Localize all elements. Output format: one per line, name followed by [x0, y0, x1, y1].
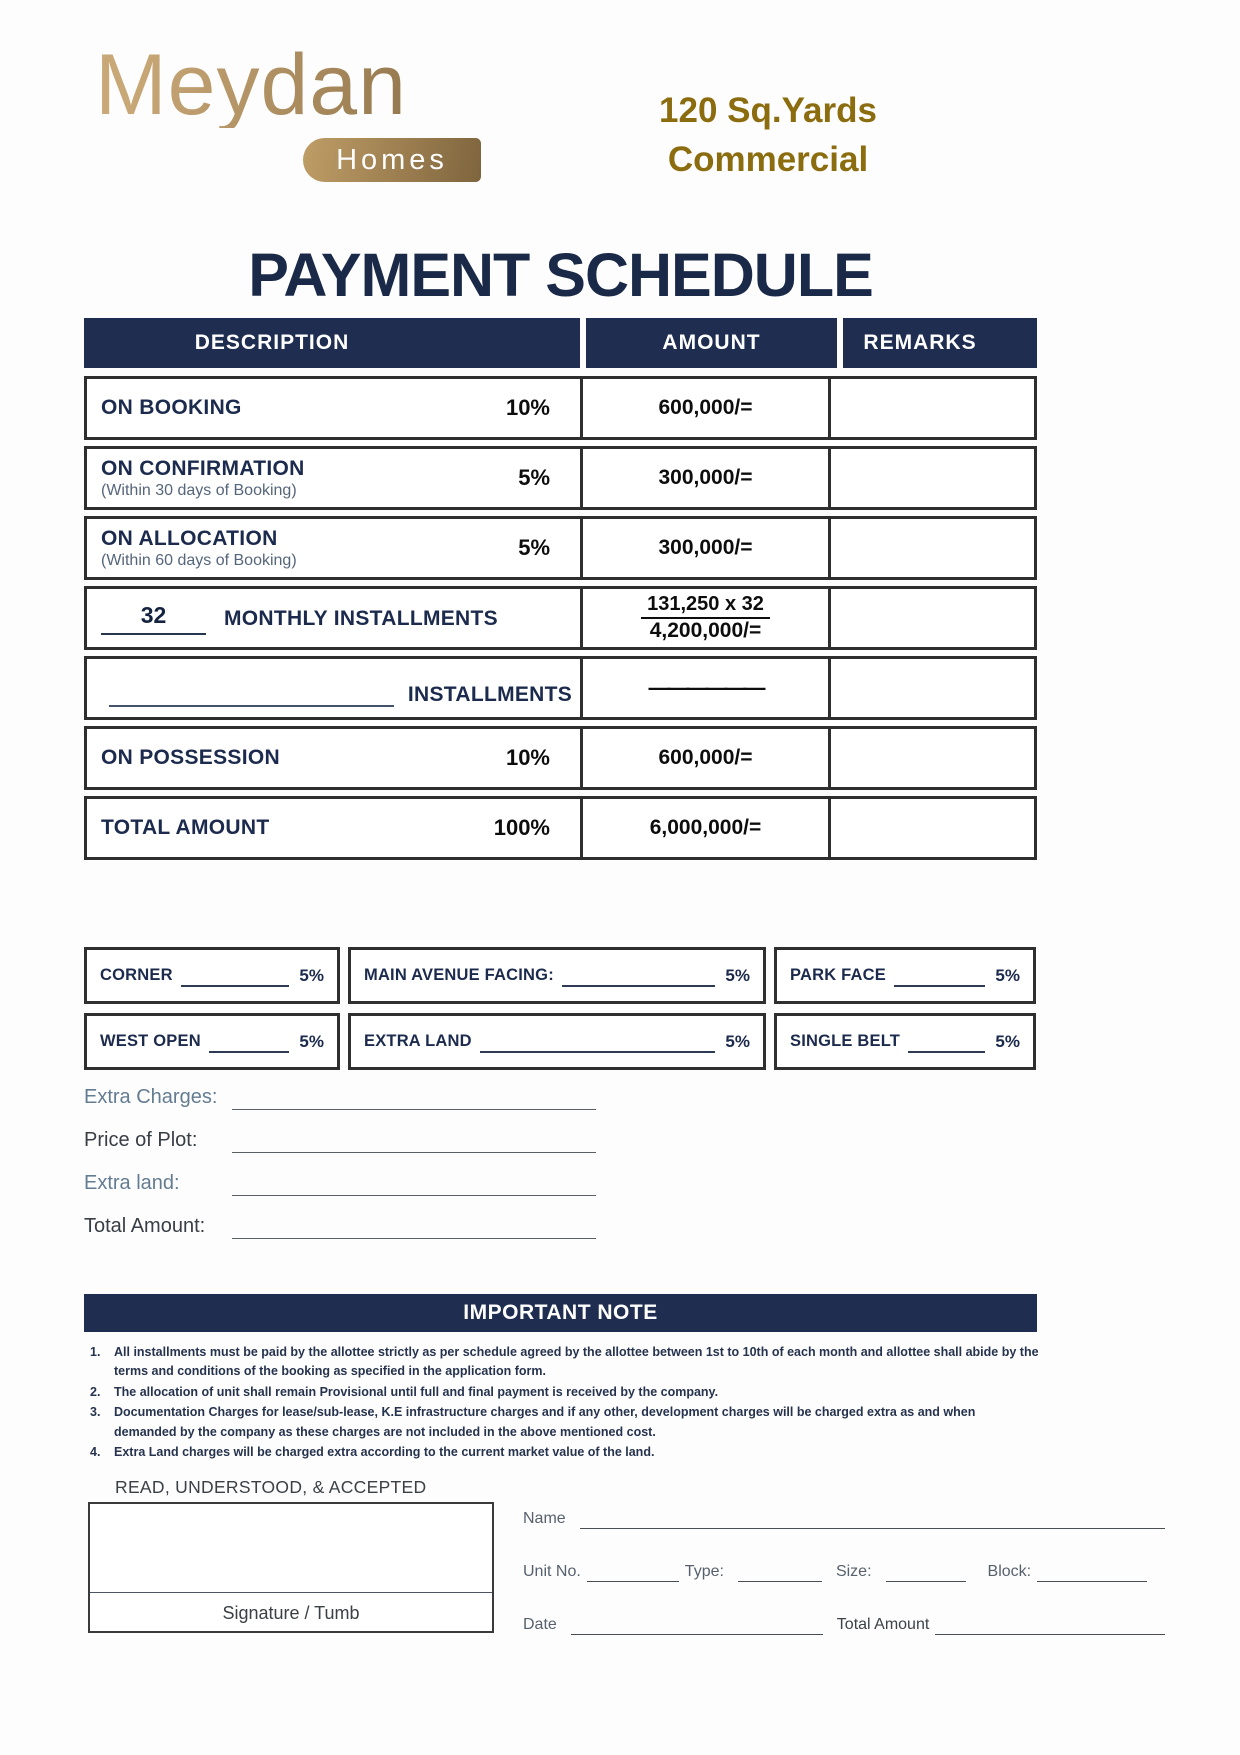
blank-fill-line: [894, 973, 986, 987]
row-label: ON POSSESSION: [101, 746, 280, 769]
column-header-description: DESCRIPTION: [84, 318, 580, 368]
surcharge-main-avenue: MAIN AVENUE FACING: 5%: [348, 947, 766, 1004]
table-row: [84, 446, 1037, 510]
meydan-homes-logo: [95, 37, 495, 192]
plot-size: 120 Sq.Yards: [659, 91, 877, 130]
field-extra-land: Extra land:: [84, 1168, 644, 1211]
column-header-amount: AMOUNT: [586, 318, 837, 368]
important-note-list: [90, 1343, 1040, 1463]
blank-fill-line: [232, 1109, 596, 1110]
row-label: ON CONFIRMATION: [101, 456, 305, 480]
remarks-cell: [831, 379, 1034, 437]
blank-fill-line: [480, 1039, 716, 1053]
note-item: 2. The allocation of unit shall remain Provisional until full and final payment is received by the company.: [90, 1384, 719, 1399]
row-amount: 4,200,000/=: [649, 619, 762, 642]
blank-fill-line: [109, 677, 394, 707]
blank-fill-line: [209, 1039, 290, 1053]
blank-fill-line: [908, 1039, 985, 1053]
blank-fill-line: [738, 1568, 822, 1582]
table-header: [84, 318, 1037, 368]
note-item: 1. All installments must be paid by the allottee strictly as per schedule agreed by the allottee between 1st to 10th of each month and allottee shall abide by the terms and conditions of the booking as specified in the application form.: [90, 1345, 1039, 1379]
table-row: [84, 656, 1037, 720]
page-title: PAYMENT SCHEDULE: [248, 241, 873, 309]
surcharge-park-face: PARK FACE 5%: [774, 947, 1036, 1004]
row-amount: 300,000/=: [658, 466, 753, 489]
surcharge-west-open: WEST OPEN 5%: [84, 1013, 340, 1070]
surcharge-corner: CORNER 5%: [84, 947, 340, 1004]
row-amount-formula: 131,250 x 32: [641, 593, 770, 619]
surcharge-single-belt: SINGLE BELT 5%: [774, 1013, 1036, 1070]
field-total-amount: Total Amount:: [84, 1211, 644, 1254]
acceptance-heading: READ, UNDERSTOOD, & ACCEPTED: [115, 1477, 427, 1497]
blank-fill-line: [935, 1621, 1165, 1635]
row-amount: 600,000/=: [658, 746, 753, 769]
row-label: INSTALLMENTS: [407, 683, 573, 706]
remarks-cell: [831, 519, 1034, 577]
note-item: 4. Extra Land charges will be charged extra according to the current market value of the land.: [90, 1444, 655, 1459]
row-sublabel: (Within 30 days of Booking): [101, 481, 297, 499]
row-percent: 10%: [505, 395, 550, 420]
remarks-cell: [831, 729, 1034, 787]
table-row: [84, 516, 1037, 580]
blank-fill-line: [1037, 1568, 1147, 1582]
logo-wordmark: Meydan: [95, 42, 495, 128]
row-label: ON BOOKING: [101, 396, 242, 419]
blank-fill-line: [562, 973, 716, 987]
blank-fill-line: [580, 1515, 1165, 1529]
remarks-cell: [831, 799, 1034, 857]
signature-line: [90, 1592, 492, 1593]
row-amount: 600,000/=: [658, 396, 753, 419]
remarks-cell: [831, 589, 1034, 647]
surcharge-boxes: [84, 947, 1037, 1070]
row-label: TOTAL AMOUNT: [101, 816, 270, 839]
row-label: ON ALLOCATION: [101, 526, 278, 550]
surcharge-extra-land: EXTRA LAND 5%: [348, 1013, 766, 1070]
table-row: [84, 376, 1037, 440]
blank-fill-line: [232, 1195, 596, 1196]
row-percent: 5%: [518, 465, 550, 490]
field-date-row: Date Total Amount: [523, 1616, 1165, 1635]
signature-caption: Signature / Tumb: [222, 1603, 360, 1623]
field-extra-charges: Extra Charges:: [84, 1082, 644, 1125]
remarks-cell: [831, 449, 1034, 507]
blank-fill-line: [886, 1568, 966, 1582]
note-item: 3. Documentation Charges for lease/sub-lease, K.E infrastructure charges and if any other, development charges will be charged extra as and when demanded by the company as these charges are not included in the above mentioned cost.: [90, 1405, 976, 1439]
row-percent: 100%: [493, 815, 550, 840]
charge-fields: [84, 1082, 644, 1254]
signature-box: [88, 1502, 494, 1633]
blank-fill-line: [232, 1152, 596, 1153]
row-sublabel: (Within 60 days of Booking): [101, 551, 297, 569]
row-percent: 10%: [505, 745, 550, 770]
logo-badge-label: Homes: [336, 143, 448, 176]
blank-fill-line: [587, 1568, 679, 1582]
field-name: Name: [523, 1510, 1165, 1529]
row-amount: 6,000,000/=: [649, 816, 762, 839]
important-note-header: IMPORTANT NOTE: [84, 1294, 1037, 1332]
row-amount: 300,000/=: [658, 536, 753, 559]
row-percent: 5%: [518, 535, 550, 560]
payment-table: [84, 376, 1037, 866]
blank-fill-line: [181, 973, 290, 987]
table-row: [84, 586, 1037, 650]
remarks-cell: [831, 659, 1034, 717]
field-price-of-plot: Price of Plot:: [84, 1125, 644, 1168]
plot-type-heading: [608, 86, 928, 184]
plot-category: Commercial: [667, 140, 869, 179]
row-label: MONTHLY INSTALLMENTS: [224, 606, 498, 630]
logo-badge: [303, 138, 481, 182]
blank-fill-line: [571, 1621, 823, 1635]
handwritten-installment-count: 32: [101, 602, 206, 635]
table-row: [84, 726, 1037, 790]
row-amount-dash: ——————: [648, 675, 763, 700]
column-header-remarks: REMARKS: [843, 318, 1037, 368]
field-unit-row: Unit No. Type: Size: Block:: [523, 1563, 1165, 1582]
blank-fill-line: [232, 1238, 596, 1239]
table-row-total: [84, 796, 1037, 860]
